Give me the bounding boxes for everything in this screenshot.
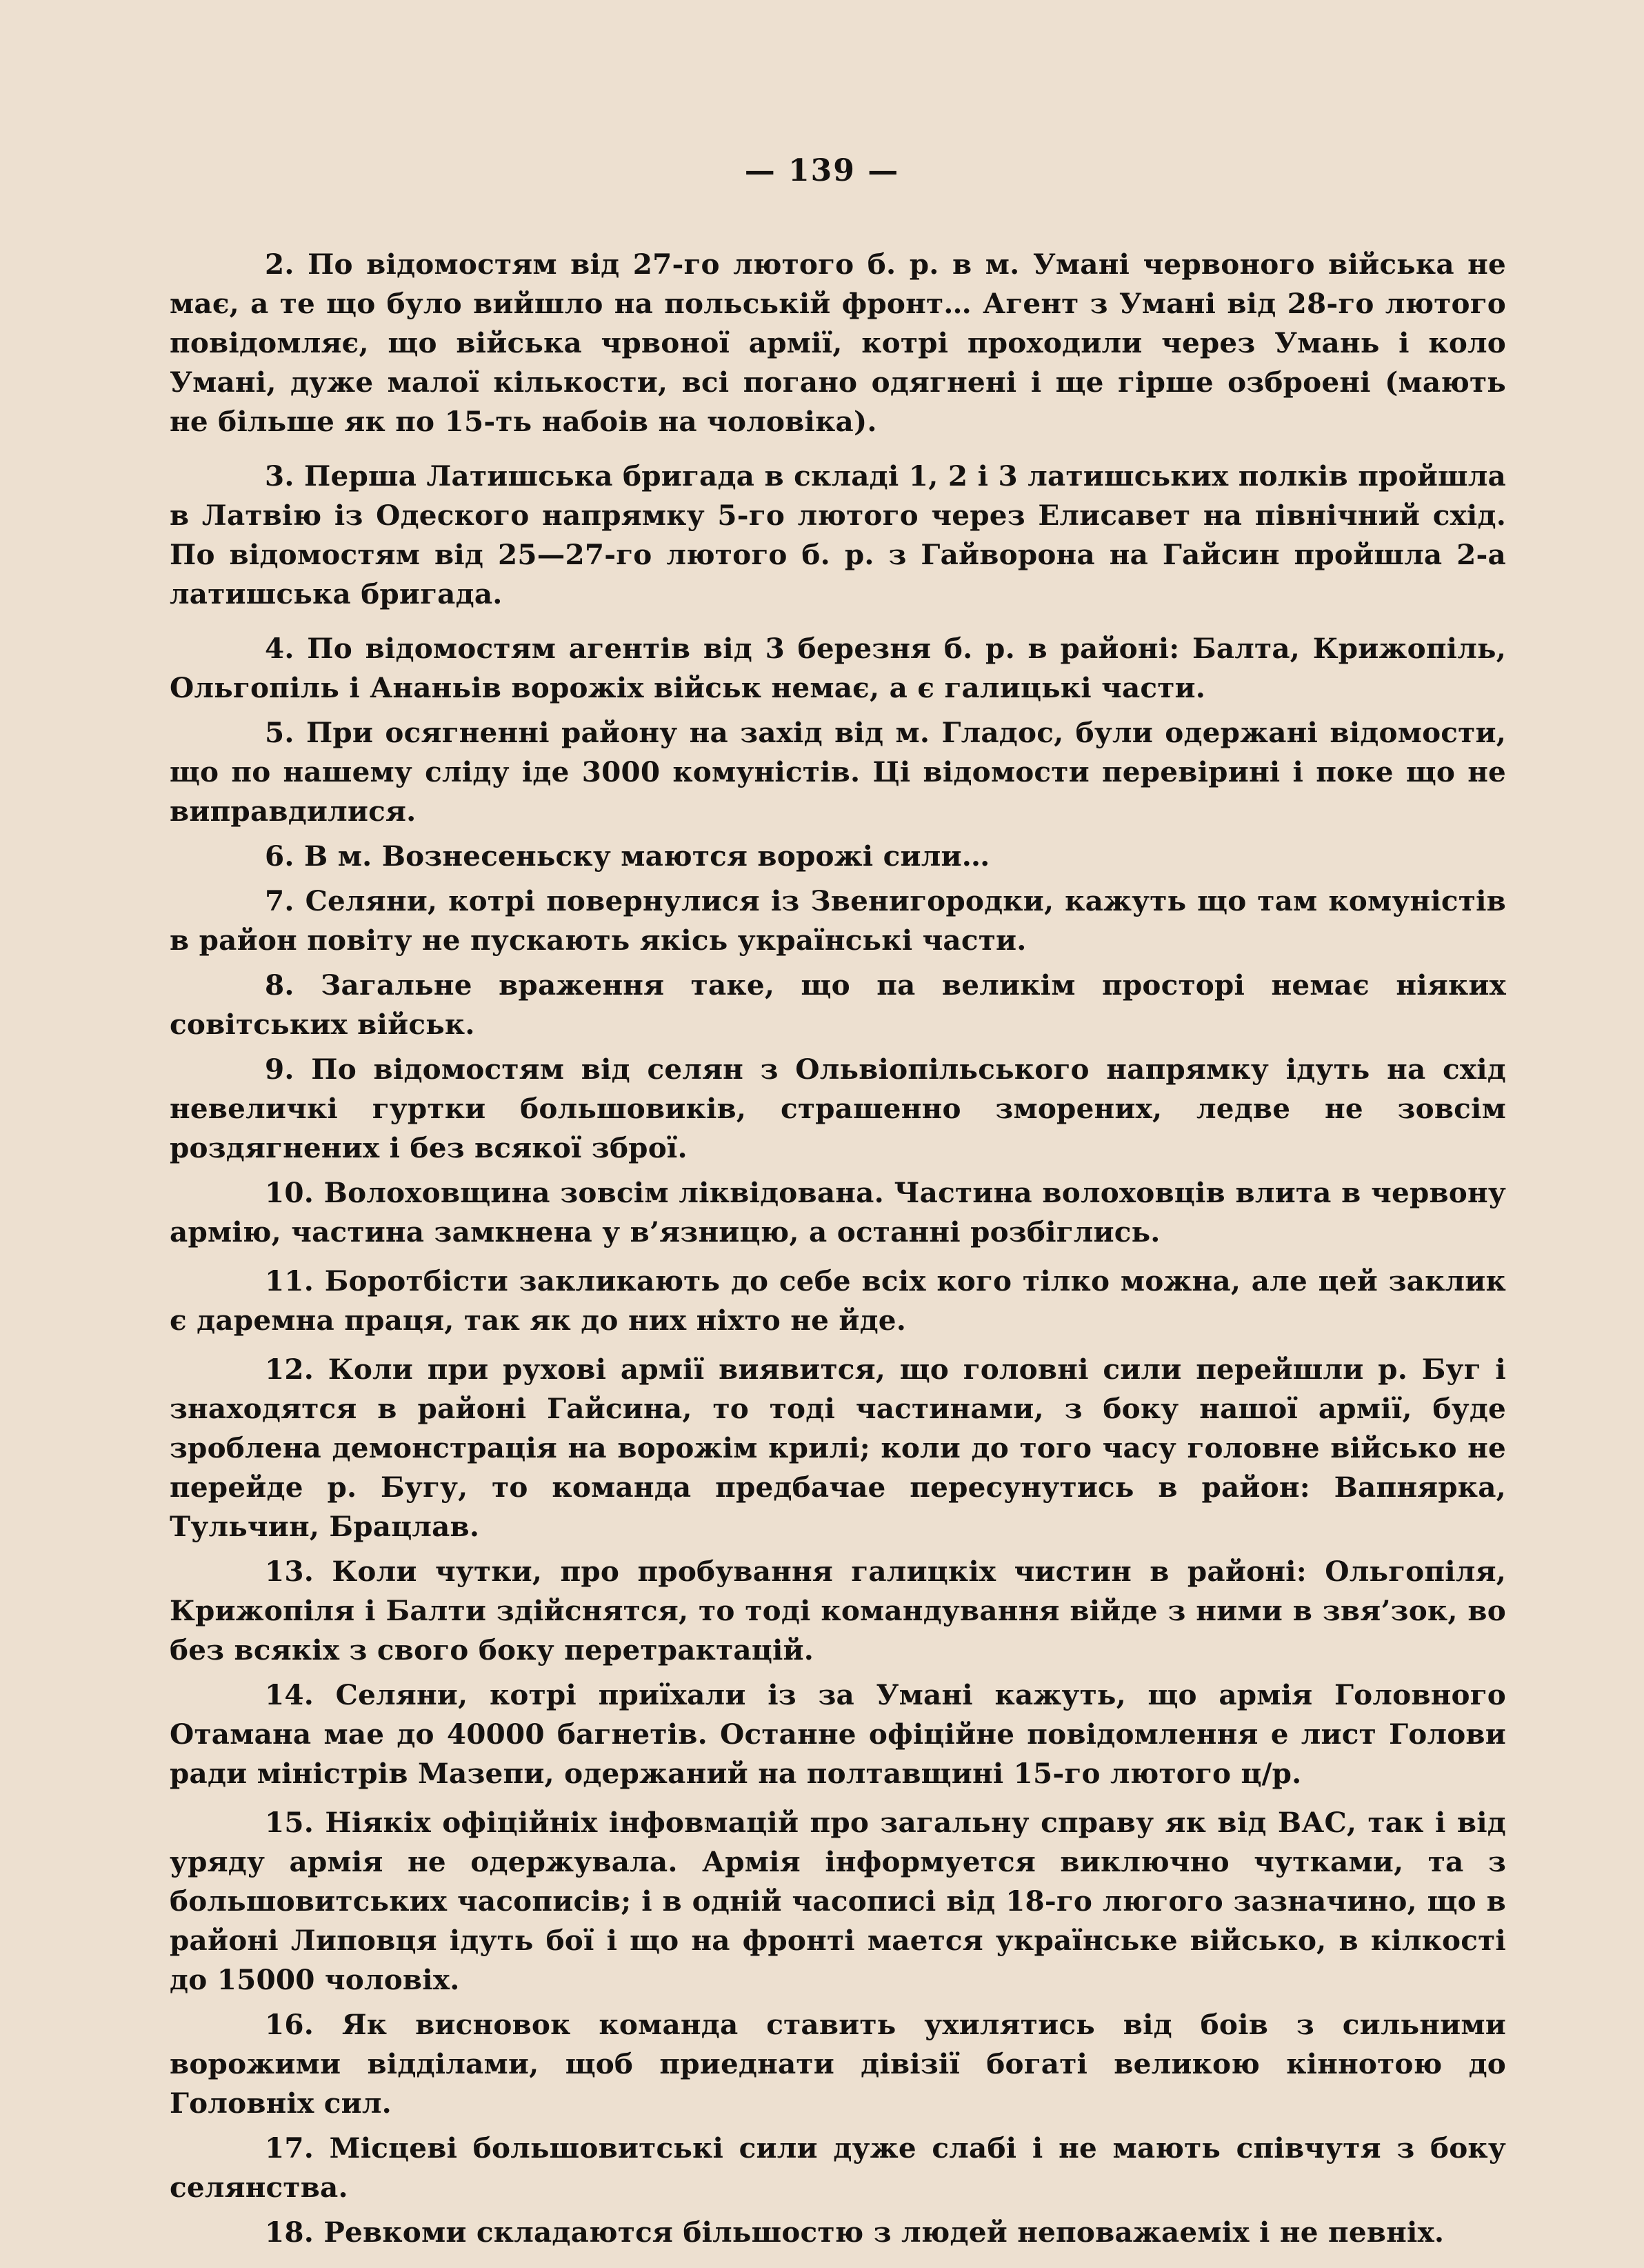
- paragraph-8: 8. Загальне враження таке, що па великім просторі немає ніяких совітських військ.: [170, 968, 1506, 1041]
- paragraph-5: 5. При осягненні району на захід від м. Гладос, були одержані відомости, що по нашему сліду іде 3000 комуністів. Ці відомости перевірині і поке що не виправдилися.: [170, 716, 1506, 828]
- paragraph-11: 11. Боротбісти закликають до себе всіх кого тілко можна, але цей заклик є даремна праця, так як до них ніхто не йде.: [170, 1264, 1506, 1337]
- paragraph-10: 10. Волоховщина зовсім ліквідована. Частина волоховців влита в червону армію, частина замкнена у в’язницю, а останні розбіглись.: [170, 1176, 1506, 1249]
- paragraph-12: 12. Коли при рухові армії виявится, що головні сили перейшли р. Буг і знаходятся в районі Гайсина, то тоді частинами, з боку нашої армії, буде зроблена демонстрація на ворожім крилі; коли до того часу головне військо не перейде р. Бугу, то команда предбачае пересунутись в район: Вапнярка, Тульчин, Брацлав.: [170, 1353, 1506, 1543]
- paragraph-4: 4. По відомостям агентів від 3 березня б. р. в районі: Балта, Крижопіль, Ольгопіль і Ананьів ворожіх військ немає, а є галицькі части.: [170, 632, 1506, 704]
- page-number: — 139 —: [744, 153, 900, 188]
- paragraph-13: 13. Коли чутки, про пробування галицкіх чистин в районі: Ольгопіля, Крижопіля і Балти здійснятся, то тоді командування війде з ними в звя’зок, во без всякіх з свого боку перетрактацій.: [170, 1555, 1506, 1667]
- paragraph-3: 3. Перша Латишська бригада в складі 1, 2 і 3 латишських полків пройшла в Латвію із Одеского напрямку 5-го лютого через Елисавет на північний схід. По відомостям від 25—27-го лютого б. р. з Гайворона на Гайсин пройшла 2-а латишська бригада.: [170, 459, 1506, 610]
- document-body: [170, 245, 1506, 2252]
- paragraph-16: 16. Як висновок команда ставить ухилятись від боів з сильними ворожими відділами, щоб приеднати дівізії богаті великою кіннотою до Головніх сил.: [170, 2008, 1506, 2120]
- paragraph-15: 15. Ніякіх офіційніх інфовмацій про загальну справу як від ВАС, так і від уряду армія не одержувала. Армія інформуется виключно чутками, та з большовитських часописів; і в одній часописі від 18-го люгого зазначино, що в районі Липовця ідуть бої і що на фронті мается українське військо, в кілкості до 15000 чоловіх.: [170, 1806, 1506, 1996]
- paragraph-18: 18. Ревкоми складаются більшостю з людей неповажаеміх і не певніх.: [265, 2216, 1445, 2249]
- paragraph-7: 7. Селяни, котрі повернулися із Звенигородки, кажуть що там комуністів в район повіту не пускають якісь українські части.: [170, 884, 1506, 957]
- paragraph-6: 6. В м. Вознесеньску маются ворожі сили…: [265, 839, 990, 873]
- paragraph-2: 2. По відомостям від 27-го лютого б. р. в м. Умані червоного війська не має, а те що було вийшло на польській фронт… Агент з Умані від 28-го лютого повідомляє, що війська чрвоної армії, котрі проходили через Умань і коло Умані, дуже малої кількости, всі погано одягнені і ще гірше озброені (мають не більше як по 15-ть набоів на чоловіка).: [170, 248, 1506, 438]
- paragraph-9: 9. По відомостям від селян з Ольвіопільського напрямку ідуть на схід невеличкі гуртки большовиків, страшенно зморених, ледве не зовсім роздягнених і без всякої зброї.: [170, 1053, 1506, 1164]
- paragraph-17: 17. Місцеві большовитські сили дуже слабі і не мають співчутя з боку селянства.: [170, 2131, 1506, 2204]
- paragraph-14: 14. Селяни, котрі приїхали із за Умані кажуть, що армія Головного Отамана мае до 40000 багнетів. Останне офіційне повідомлення е лист Голови ради міністрів Мазепи, одержаний на полтавщині 15-го лютого ц/р.: [170, 1678, 1506, 1790]
